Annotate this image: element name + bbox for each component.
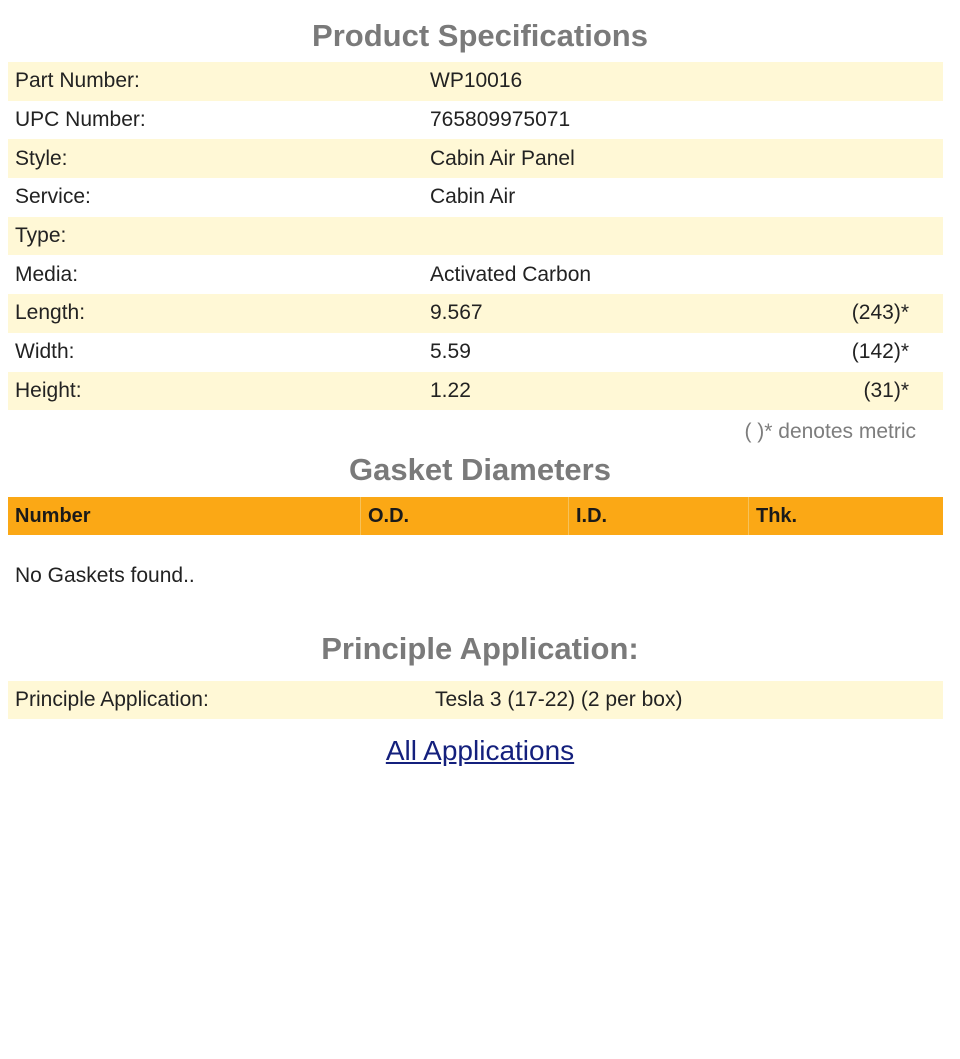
spec-label: Height: [15, 378, 82, 402]
spec-value: 1.22 [430, 378, 471, 402]
spec-value: 5.59 [430, 340, 471, 364]
principle-application-title: Principle Application: [321, 631, 639, 667]
spec-metric: (31)* [863, 378, 909, 402]
gasket-col-od: O.D. [361, 497, 569, 535]
spec-value [430, 217, 810, 256]
application-value: Tesla 3 (17-22) (2 per box) [435, 688, 683, 712]
spec-label: Media: [15, 262, 79, 286]
gasket-table [8, 497, 943, 535]
spec-label: Width: [15, 340, 75, 364]
spec-value: Activated Carbon [430, 262, 592, 286]
product-specifications-title: Product Specifications [312, 18, 648, 53]
spec-label: Part Number: [15, 69, 140, 93]
spec-label: UPC Number: [15, 108, 146, 132]
gasket-diameters-title: Gasket Diameters [349, 452, 611, 488]
spec-row-length [8, 294, 943, 333]
all-applications-container [0, 735, 960, 767]
spec-row-height [8, 372, 943, 411]
gasket-col-thk: Thk. [756, 504, 798, 527]
metric-note: ( )* denotes metric [744, 420, 916, 444]
spec-row-upc-number [8, 101, 943, 140]
spec-value: 765809975071 [430, 108, 571, 132]
gasket-header-row [8, 497, 943, 535]
gasket-col-id: I.D. [569, 497, 749, 535]
application-table [8, 681, 943, 719]
spec-label: Service: [15, 185, 91, 209]
spec-row-part-number [8, 62, 943, 101]
application-label: Principle Application: [15, 688, 209, 712]
spec-row-media [8, 255, 943, 294]
spec-value: Cabin Air Panel [430, 146, 575, 170]
spec-metric [810, 178, 943, 217]
spec-row-service [8, 178, 943, 217]
application-row [8, 681, 943, 719]
spec-value: WP10016 [430, 69, 523, 93]
spec-metric [810, 139, 943, 178]
spec-label: Style: [15, 146, 68, 170]
spec-metric [810, 62, 943, 101]
spec-metric [810, 101, 943, 140]
spec-table [8, 62, 943, 410]
gasket-col-number: Number [8, 497, 361, 535]
spec-value: Cabin Air [430, 185, 516, 209]
spec-row-width [8, 333, 943, 372]
all-applications-link[interactable]: All Applications [385, 735, 575, 767]
spec-metric [810, 217, 943, 256]
no-gaskets-message: No Gaskets found.. [15, 564, 195, 588]
spec-label: Length: [15, 301, 86, 325]
spec-row-type [8, 217, 943, 256]
spec-row-style [8, 139, 943, 178]
spec-value: 9.567 [430, 301, 483, 325]
spec-metric [810, 255, 943, 294]
spec-metric: (142)* [851, 340, 909, 364]
spec-label: Type: [15, 224, 67, 248]
spec-metric: (243)* [851, 301, 909, 325]
